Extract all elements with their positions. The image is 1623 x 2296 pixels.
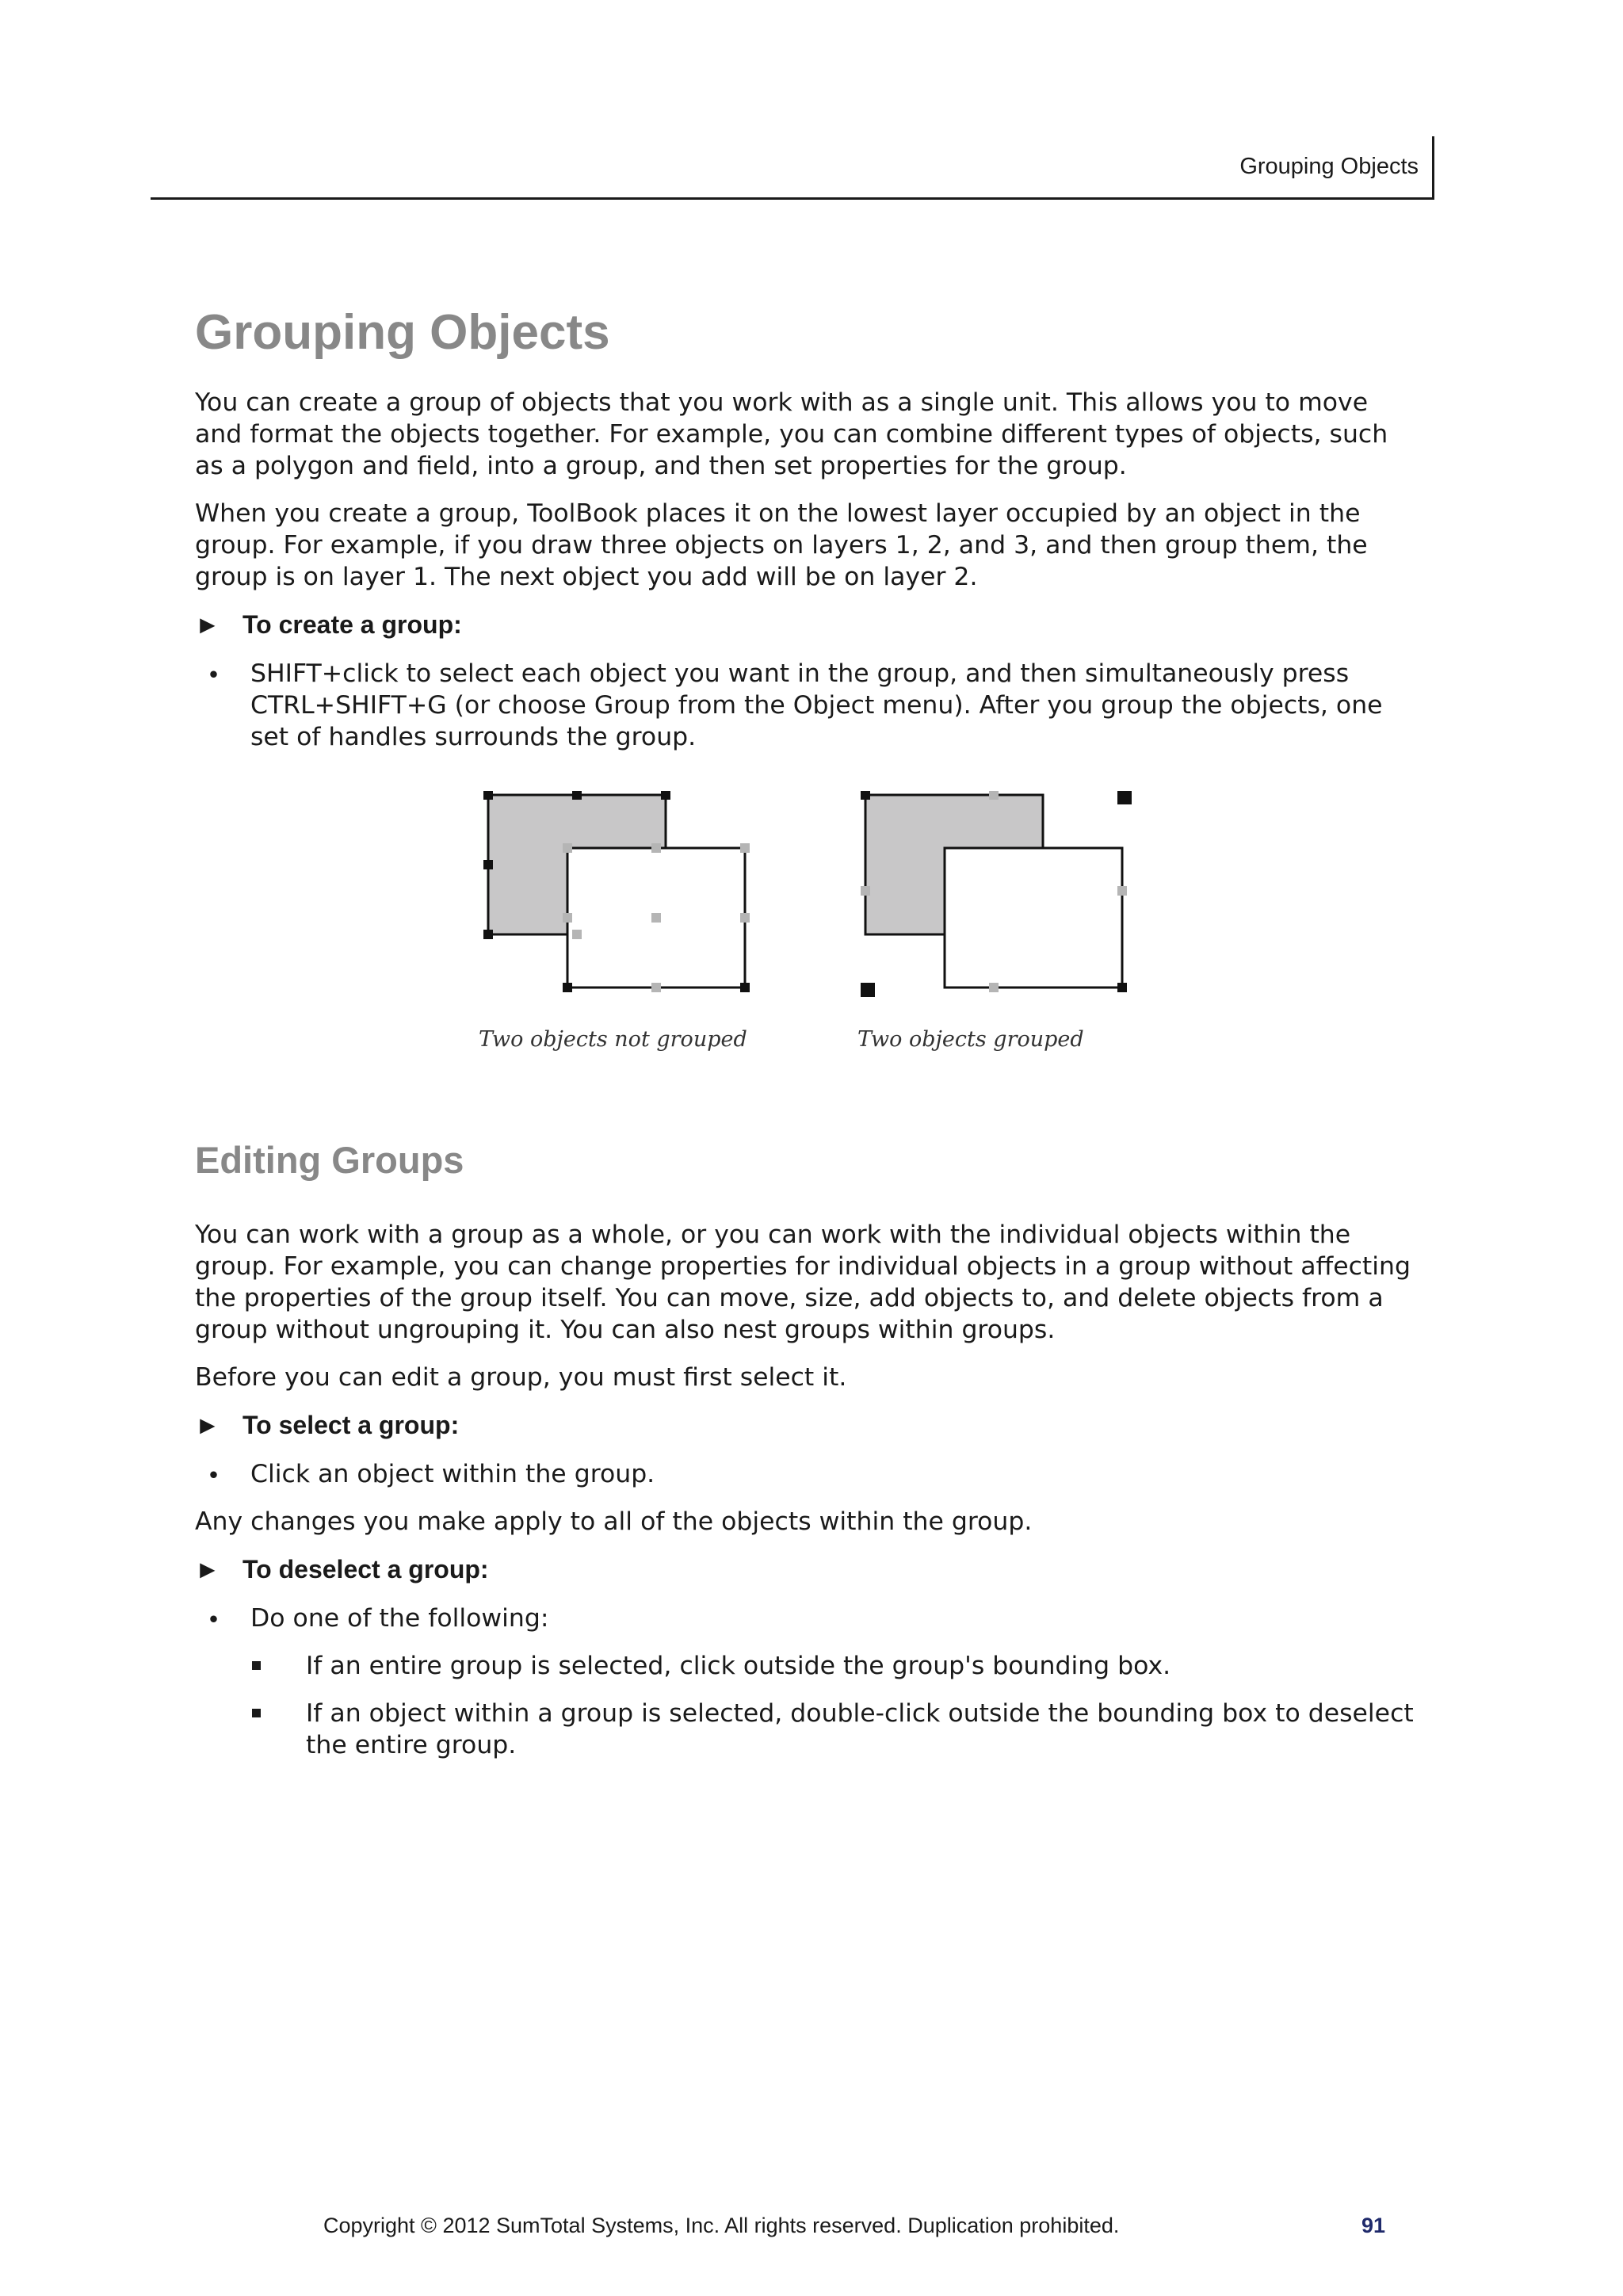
square-bullet-icon (252, 1661, 261, 1670)
layer-paragraph: When you create a group, ToolBook places it on the lowest layer occupied by an object in the group. For example, if you draw three objects on layers 1, 2, and 3, and then group them, the group is on layer 1. The next object you add will be on layer 2. (195, 499, 1368, 591)
section-title-editing-groups: Editing Groups (195, 1139, 464, 1181)
procedure-title: To create a group: (242, 610, 462, 639)
sub-bullet-text: If an entire group is selected, click outside the group's bounding box. (306, 1652, 1171, 1680)
procedure-arrow-icon: ► (195, 1555, 220, 1584)
bullet-icon: • (209, 1460, 219, 1488)
ungrouped-objects (483, 791, 750, 992)
intro-paragraph: You can create a group of objects that you work with as a single unit. This allows you to move and format the objects together. For example, you can combine different types of objects, such as a polygon and field, into a group, and then set properties for the group. (195, 388, 1388, 480)
grouping-diagram (195, 791, 1415, 1021)
bullet-text: Click an object within the group. (250, 1460, 655, 1488)
list-item (195, 1603, 1415, 1634)
white-rectangle (945, 848, 1122, 988)
procedure-arrow-icon: ► (195, 1411, 220, 1439)
header-vertical-rule (1432, 136, 1434, 200)
running-header: Grouping Objects (1239, 154, 1419, 179)
caption-grouped: Two objects grouped (857, 1027, 1084, 1052)
changes-paragraph: Any changes you make apply to all of the objects within the group. (195, 1507, 1033, 1536)
page-title: Grouping Objects (195, 305, 610, 360)
list-item (195, 1458, 1415, 1490)
header-rule (151, 197, 1434, 200)
list-item (195, 658, 1415, 753)
editing-paragraph: You can work with a group as a whole, or you can work with the individual objects within the group. For example, you can change properties for individual objects in a group without affecting the properties of the group itself. You can move, size, add objects to, and delete objects from a group without ungrouping it. You can also nest groups within groups. (195, 1221, 1411, 1344)
grouping-figure (195, 791, 1415, 1108)
page-content (195, 301, 1415, 1777)
procedure-title: To select a group: (242, 1411, 460, 1439)
bullet-icon: • (209, 1604, 219, 1633)
sub-bullet-text: If an object within a group is selected, double-click outside the bounding box to deselect the entire group. (306, 1699, 1414, 1759)
procedure-deselect-group (195, 1553, 1415, 1585)
procedure-create-group (195, 609, 1415, 640)
square-bullet-icon (252, 1709, 261, 1717)
bullet-icon: • (209, 659, 219, 688)
sub-list-item (195, 1650, 1415, 1682)
procedure-title: To deselect a group: (242, 1555, 489, 1584)
footer-copyright: Copyright © 2012 SumTotal Systems, Inc. All rights reserved. Duplication prohibited. (323, 2214, 1120, 2237)
page-number: 91 (1361, 2214, 1386, 2237)
bullet-text: Do one of the following: (250, 1604, 549, 1633)
grouped-objects (861, 791, 1132, 997)
procedure-select-group (195, 1409, 1415, 1441)
bullet-text: SHIFT+click to select each object you want in the group, and then simultaneously press CTRL+SHIFT+G (or choose Group from the Object menu). After you group the objects, one set of handles surrounds the group. (250, 659, 1383, 751)
before-edit-paragraph: Before you can edit a group, you must first select it. (195, 1363, 847, 1392)
sub-list-item (195, 1698, 1415, 1761)
procedure-arrow-icon: ► (195, 610, 220, 639)
caption-not-grouped: Two objects not grouped (479, 1027, 747, 1052)
